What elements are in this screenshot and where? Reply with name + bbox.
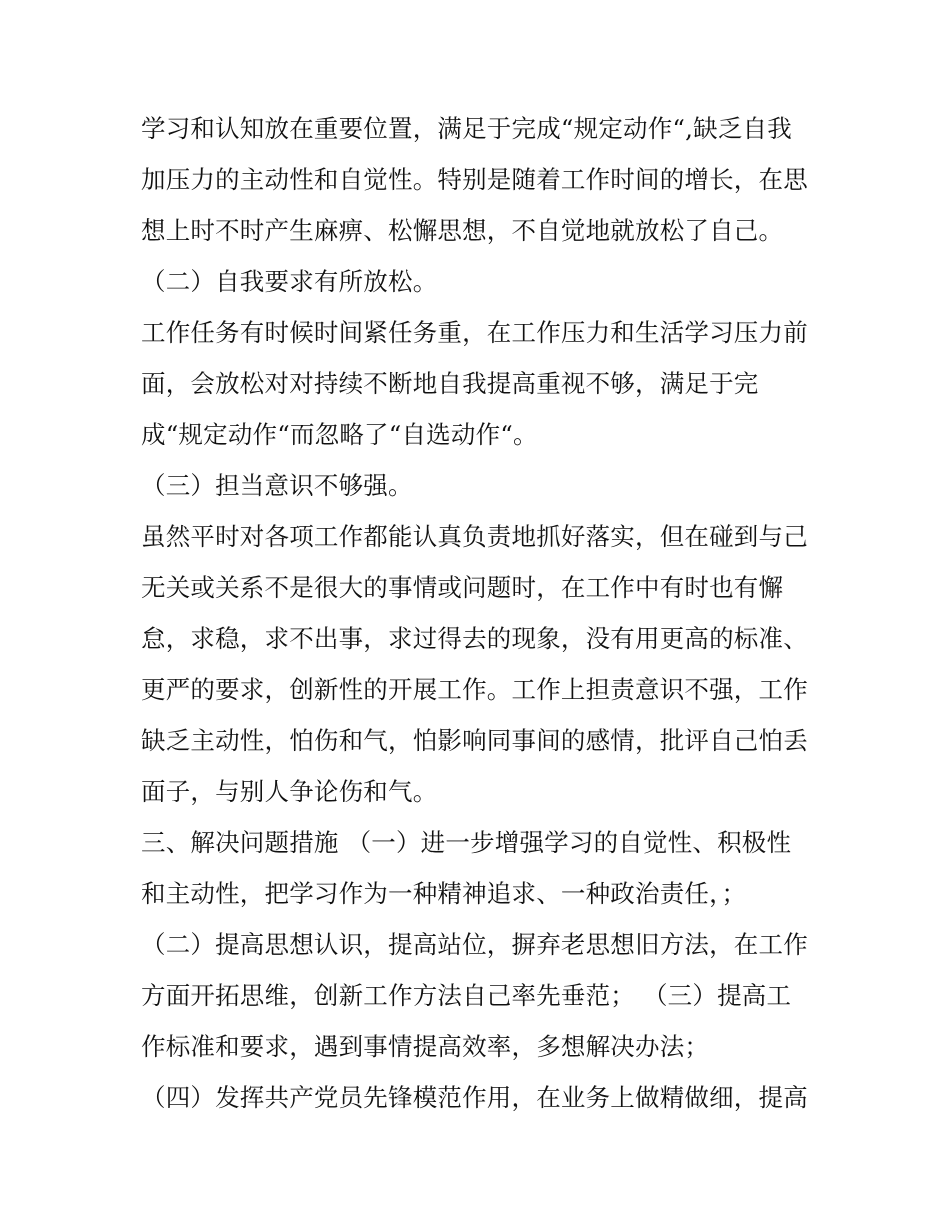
text-line: 想上时不时产生麻痹、松懈思想，不自觉地就放松了自己。 (141, 216, 784, 245)
section-heading: （三）担当意识不够强。 (141, 471, 413, 500)
text-line: 工作任务有时候时间紧任务重，在工作压力和生活学习压力前 (141, 318, 808, 347)
text-line: 成“规定动作“而忽略了“自选动作“。 (141, 420, 538, 449)
text-line: 方面开拓思维，创新工作方法自己率先垂范； （三）提高工 (141, 981, 792, 1010)
text-line: 无关或关系不是很大的事情或问题时，在工作中有时也有懈 (141, 573, 784, 602)
text-line: 面子，与别人争论伤和气。 (141, 777, 438, 806)
text-line: 更严的要求，创新性的开展工作。工作上担责意识不强，工作 (141, 675, 808, 704)
text-line: 三、解决问题措施 （一）进一步增强学习的自觉性、积极性 (141, 828, 792, 857)
text-line: （二）提高思想认识，提高站位，摒弃老思想旧方法，在工作 (141, 930, 808, 959)
text-line: （四）发挥共产党员先锋模范作用，在业务上做精做细，提高 (141, 1083, 808, 1112)
text-line: 面，会放松对对持续不断地自我提高重视不够，满足于完 (141, 369, 759, 398)
text-line: 加压力的主动性和自觉性。特别是随着工作时间的增长，在思 (141, 165, 808, 194)
section-heading: （二）自我要求有所放松。 (141, 267, 438, 296)
text-line: 缺乏主动性，怕伤和气，怕影响同事间的感情，批评自己怕丢 (141, 726, 808, 755)
text-line: 作标准和要求，遇到事情提高效率，多想解决办法； (141, 1032, 710, 1061)
text-line: 虽然平时对各项工作都能认真负责地抓好落实，但在碰到与己 (141, 522, 808, 551)
text-line: 怠，求稳，求不出事，求过得去的现象，没有用更高的标准、 (141, 624, 808, 653)
text-line: 和主动性，把学习作为一种精神追求、一种政治责任，； (141, 879, 747, 908)
text-line: 学习和认知放在重要位置，满足于完成“规定动作“,缺乏自我 (141, 114, 792, 143)
